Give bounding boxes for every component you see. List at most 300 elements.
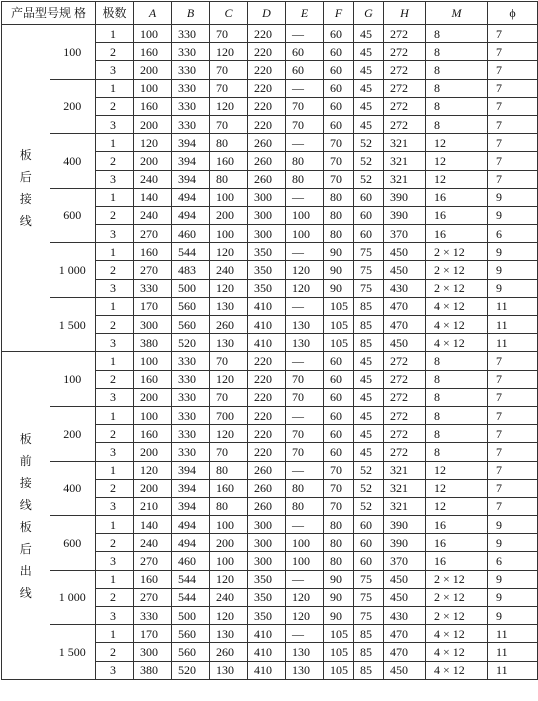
cell-e: 70	[286, 97, 324, 115]
cell-d: 350	[248, 607, 286, 625]
cell-h: 430	[384, 279, 426, 297]
cell-phi: 6	[488, 225, 538, 243]
cell-m: 16	[426, 206, 488, 224]
cell-m: 16	[426, 534, 488, 552]
cell-phi: 11	[488, 297, 538, 315]
cell-e: 70	[286, 370, 324, 388]
cell-level: 1	[96, 243, 134, 261]
cell-level: 3	[96, 443, 134, 461]
cell-d: 350	[248, 588, 286, 606]
cell-level: 2	[96, 479, 134, 497]
cell-e: 100	[286, 206, 324, 224]
cell-d: 220	[248, 115, 286, 133]
cell-c: 120	[210, 607, 248, 625]
cell-b: 330	[172, 425, 210, 443]
cell-phi: 11	[488, 643, 538, 661]
cell-m: 4 × 12	[426, 643, 488, 661]
cell-f: 105	[324, 625, 354, 643]
cell-d: 300	[248, 534, 286, 552]
cell-m: 8	[426, 25, 488, 43]
cell-level: 3	[96, 170, 134, 188]
cell-phi: 7	[488, 152, 538, 170]
cell-c: 160	[210, 479, 248, 497]
cell-h: 272	[384, 97, 426, 115]
cell-g: 75	[354, 607, 384, 625]
cell-f: 60	[324, 370, 354, 388]
cell-e: 130	[286, 643, 324, 661]
cell-g: 75	[354, 279, 384, 297]
model-cell: 400	[50, 461, 96, 516]
cell-a: 240	[134, 170, 172, 188]
cell-d: 220	[248, 388, 286, 406]
col-header-c: C	[210, 2, 248, 25]
cell-h: 370	[384, 225, 426, 243]
cell-g: 60	[354, 516, 384, 534]
cell-c: 130	[210, 625, 248, 643]
cell-c: 70	[210, 25, 248, 43]
cell-level: 1	[96, 352, 134, 370]
cell-e: 120	[286, 261, 324, 279]
cell-e: —	[286, 79, 324, 97]
cell-m: 2 × 12	[426, 243, 488, 261]
cell-a: 380	[134, 334, 172, 352]
cell-f: 60	[324, 352, 354, 370]
cell-d: 220	[248, 425, 286, 443]
cell-f: 70	[324, 134, 354, 152]
cell-phi: 9	[488, 261, 538, 279]
cell-level: 2	[96, 97, 134, 115]
cell-g: 45	[354, 370, 384, 388]
cell-f: 60	[324, 115, 354, 133]
cell-b: 330	[172, 61, 210, 79]
cell-m: 2 × 12	[426, 261, 488, 279]
cell-level: 3	[96, 115, 134, 133]
cell-c: 700	[210, 406, 248, 424]
model-cell: 1 500	[50, 625, 96, 680]
cell-b: 520	[172, 334, 210, 352]
cell-h: 272	[384, 61, 426, 79]
cell-level: 2	[96, 534, 134, 552]
cell-f: 60	[324, 25, 354, 43]
cell-a: 240	[134, 206, 172, 224]
cell-f: 80	[324, 188, 354, 206]
cell-f: 60	[324, 425, 354, 443]
cell-g: 85	[354, 316, 384, 334]
cell-phi: 7	[488, 61, 538, 79]
cell-e: 100	[286, 552, 324, 570]
cell-c: 120	[210, 97, 248, 115]
cell-c: 120	[210, 43, 248, 61]
cell-level: 3	[96, 607, 134, 625]
cell-m: 8	[426, 425, 488, 443]
cell-f: 80	[324, 225, 354, 243]
model-cell: 1 500	[50, 297, 96, 352]
cell-g: 60	[354, 188, 384, 206]
cell-d: 300	[248, 516, 286, 534]
cell-d: 220	[248, 79, 286, 97]
cell-level: 1	[96, 461, 134, 479]
cell-c: 70	[210, 115, 248, 133]
cell-m: 4 × 12	[426, 297, 488, 315]
cell-c: 70	[210, 61, 248, 79]
cell-a: 270	[134, 552, 172, 570]
cell-g: 45	[354, 61, 384, 79]
cell-a: 240	[134, 534, 172, 552]
cell-c: 120	[210, 570, 248, 588]
cell-h: 390	[384, 534, 426, 552]
cell-level: 1	[96, 570, 134, 588]
cell-level: 3	[96, 661, 134, 679]
cell-e: —	[286, 243, 324, 261]
cell-d: 410	[248, 643, 286, 661]
cell-f: 60	[324, 43, 354, 61]
cell-level: 1	[96, 516, 134, 534]
cell-b: 544	[172, 588, 210, 606]
table-row	[2, 516, 538, 534]
cell-phi: 7	[488, 43, 538, 61]
cell-c: 100	[210, 552, 248, 570]
cell-f: 60	[324, 406, 354, 424]
cell-level: 2	[96, 643, 134, 661]
cell-g: 75	[354, 588, 384, 606]
cell-d: 260	[248, 170, 286, 188]
cell-a: 170	[134, 625, 172, 643]
cell-m: 8	[426, 406, 488, 424]
category-char: 板	[19, 519, 32, 534]
cell-h: 321	[384, 497, 426, 515]
cell-a: 100	[134, 352, 172, 370]
cell-c: 160	[210, 152, 248, 170]
cell-g: 52	[354, 461, 384, 479]
cell-b: 494	[172, 206, 210, 224]
cell-phi: 11	[488, 661, 538, 679]
cell-e: —	[286, 352, 324, 370]
cell-g: 45	[354, 443, 384, 461]
header-row	[2, 2, 538, 25]
cell-b: 394	[172, 134, 210, 152]
cell-g: 45	[354, 115, 384, 133]
cell-level: 1	[96, 625, 134, 643]
cell-g: 52	[354, 152, 384, 170]
table-row	[2, 461, 538, 479]
cell-c: 120	[210, 243, 248, 261]
cell-c: 120	[210, 279, 248, 297]
cell-b: 544	[172, 570, 210, 588]
cell-d: 350	[248, 243, 286, 261]
cell-g: 52	[354, 479, 384, 497]
cell-a: 270	[134, 261, 172, 279]
cell-m: 8	[426, 97, 488, 115]
cell-m: 8	[426, 43, 488, 61]
cell-a: 330	[134, 607, 172, 625]
cell-b: 560	[172, 625, 210, 643]
cell-phi: 7	[488, 25, 538, 43]
cell-d: 350	[248, 261, 286, 279]
cell-g: 85	[354, 643, 384, 661]
cell-d: 220	[248, 406, 286, 424]
cell-h: 272	[384, 388, 426, 406]
table-row	[2, 25, 538, 43]
cell-phi: 11	[488, 625, 538, 643]
cell-h: 450	[384, 243, 426, 261]
cell-phi: 7	[488, 406, 538, 424]
cell-b: 494	[172, 188, 210, 206]
cell-h: 321	[384, 152, 426, 170]
cell-m: 12	[426, 497, 488, 515]
cell-e: 70	[286, 425, 324, 443]
cell-d: 220	[248, 97, 286, 115]
model-cell: 400	[50, 134, 96, 189]
cell-b: 330	[172, 43, 210, 61]
cell-m: 2 × 12	[426, 279, 488, 297]
cell-g: 60	[354, 206, 384, 224]
cell-d: 350	[248, 279, 286, 297]
cell-c: 100	[210, 188, 248, 206]
cell-e: 70	[286, 443, 324, 461]
category-char: 板	[19, 431, 32, 446]
cell-e: 130	[286, 661, 324, 679]
cell-f: 80	[324, 206, 354, 224]
cell-d: 410	[248, 316, 286, 334]
cell-b: 494	[172, 534, 210, 552]
cell-b: 460	[172, 225, 210, 243]
cell-e: 100	[286, 225, 324, 243]
category-char: 前	[19, 453, 32, 468]
cell-f: 60	[324, 79, 354, 97]
cell-g: 60	[354, 534, 384, 552]
cell-f: 60	[324, 97, 354, 115]
cell-level: 3	[96, 225, 134, 243]
cell-d: 410	[248, 297, 286, 315]
cell-f: 90	[324, 570, 354, 588]
cell-b: 330	[172, 97, 210, 115]
cell-level: 1	[96, 79, 134, 97]
cell-b: 330	[172, 79, 210, 97]
cell-f: 105	[324, 316, 354, 334]
category-char: 出	[19, 563, 32, 578]
cell-level: 3	[96, 279, 134, 297]
cell-a: 200	[134, 443, 172, 461]
col-header-phi: ϕ	[488, 2, 538, 25]
cell-d: 260	[248, 497, 286, 515]
cell-a: 300	[134, 643, 172, 661]
cell-b: 394	[172, 152, 210, 170]
cell-m: 12	[426, 152, 488, 170]
cell-c: 80	[210, 170, 248, 188]
cell-b: 330	[172, 115, 210, 133]
cell-f: 80	[324, 552, 354, 570]
cell-m: 16	[426, 552, 488, 570]
cell-d: 300	[248, 552, 286, 570]
cell-e: —	[286, 461, 324, 479]
table-body	[2, 25, 538, 680]
cell-level: 3	[96, 552, 134, 570]
cell-level: 1	[96, 406, 134, 424]
cell-f: 105	[324, 643, 354, 661]
cell-phi: 9	[488, 570, 538, 588]
model-cell: 600	[50, 188, 96, 243]
cell-c: 70	[210, 388, 248, 406]
cell-g: 45	[354, 79, 384, 97]
cell-level: 1	[96, 134, 134, 152]
table-row	[2, 406, 538, 424]
category-char: 后	[19, 170, 32, 185]
col-header-m: M	[426, 2, 488, 25]
cell-phi: 6	[488, 552, 538, 570]
cell-a: 200	[134, 479, 172, 497]
cell-m: 2 × 12	[426, 570, 488, 588]
cell-f: 105	[324, 334, 354, 352]
cell-h: 272	[384, 443, 426, 461]
cell-d: 260	[248, 134, 286, 152]
cell-h: 450	[384, 334, 426, 352]
col-header-g: G	[354, 2, 384, 25]
cell-c: 100	[210, 225, 248, 243]
cell-a: 200	[134, 388, 172, 406]
cell-c: 130	[210, 334, 248, 352]
cell-a: 200	[134, 115, 172, 133]
cell-h: 450	[384, 261, 426, 279]
cell-g: 45	[354, 406, 384, 424]
cell-b: 483	[172, 261, 210, 279]
cell-level: 2	[96, 316, 134, 334]
cell-m: 12	[426, 170, 488, 188]
cell-a: 300	[134, 316, 172, 334]
cell-level: 3	[96, 497, 134, 515]
category-cell	[2, 352, 50, 679]
cell-m: 4 × 12	[426, 316, 488, 334]
cell-d: 410	[248, 661, 286, 679]
cell-phi: 9	[488, 534, 538, 552]
cell-e: 120	[286, 279, 324, 297]
cell-a: 160	[134, 43, 172, 61]
category-char: 接	[19, 192, 32, 207]
cell-e: 100	[286, 534, 324, 552]
cell-e: —	[286, 570, 324, 588]
spec-table	[1, 1, 538, 680]
cell-d: 350	[248, 570, 286, 588]
cell-level: 2	[96, 370, 134, 388]
cell-level: 3	[96, 61, 134, 79]
cell-c: 70	[210, 443, 248, 461]
cell-m: 4 × 12	[426, 625, 488, 643]
cell-phi: 7	[488, 388, 538, 406]
cell-c: 240	[210, 588, 248, 606]
cell-a: 160	[134, 243, 172, 261]
cell-d: 410	[248, 334, 286, 352]
cell-f: 60	[324, 61, 354, 79]
cell-f: 80	[324, 534, 354, 552]
cell-f: 80	[324, 516, 354, 534]
cell-phi: 9	[488, 206, 538, 224]
cell-c: 200	[210, 206, 248, 224]
cell-b: 544	[172, 243, 210, 261]
cell-g: 52	[354, 134, 384, 152]
col-header-a: A	[134, 2, 172, 25]
cell-h: 272	[384, 115, 426, 133]
cell-c: 130	[210, 297, 248, 315]
cell-g: 45	[354, 43, 384, 61]
cell-g: 85	[354, 661, 384, 679]
table-row	[2, 79, 538, 97]
cell-h: 272	[384, 406, 426, 424]
cell-c: 80	[210, 497, 248, 515]
cell-g: 85	[354, 297, 384, 315]
cell-g: 75	[354, 261, 384, 279]
cell-a: 120	[134, 461, 172, 479]
cell-e: —	[286, 25, 324, 43]
cell-phi: 9	[488, 516, 538, 534]
cell-b: 394	[172, 170, 210, 188]
cell-d: 220	[248, 443, 286, 461]
cell-h: 450	[384, 661, 426, 679]
cell-h: 470	[384, 297, 426, 315]
model-cell: 1 000	[50, 243, 96, 298]
cell-phi: 7	[488, 461, 538, 479]
cell-b: 330	[172, 370, 210, 388]
cell-phi: 7	[488, 79, 538, 97]
cell-a: 200	[134, 61, 172, 79]
cell-e: 60	[286, 61, 324, 79]
cell-f: 70	[324, 479, 354, 497]
cell-h: 321	[384, 479, 426, 497]
cell-c: 200	[210, 534, 248, 552]
cell-f: 70	[324, 170, 354, 188]
cell-phi: 7	[488, 97, 538, 115]
cell-level: 2	[96, 43, 134, 61]
cell-h: 390	[384, 188, 426, 206]
cell-c: 80	[210, 461, 248, 479]
cell-a: 100	[134, 406, 172, 424]
cell-d: 260	[248, 479, 286, 497]
cell-m: 16	[426, 516, 488, 534]
table-row	[2, 625, 538, 643]
cell-c: 120	[210, 370, 248, 388]
cell-m: 16	[426, 188, 488, 206]
cell-level: 1	[96, 297, 134, 315]
cell-g: 45	[354, 352, 384, 370]
cell-level: 2	[96, 206, 134, 224]
cell-c: 80	[210, 134, 248, 152]
col-header-f: F	[324, 2, 354, 25]
cell-f: 105	[324, 661, 354, 679]
cell-h: 321	[384, 170, 426, 188]
cell-a: 160	[134, 570, 172, 588]
model-cell: 100	[50, 352, 96, 407]
model-cell: 200	[50, 406, 96, 461]
cell-b: 560	[172, 316, 210, 334]
cell-m: 8	[426, 388, 488, 406]
cell-m: 2 × 12	[426, 607, 488, 625]
cell-level: 1	[96, 188, 134, 206]
cell-b: 394	[172, 497, 210, 515]
cell-e: 60	[286, 43, 324, 61]
cell-b: 330	[172, 25, 210, 43]
cell-b: 500	[172, 279, 210, 297]
cell-d: 260	[248, 461, 286, 479]
category-label	[20, 144, 32, 232]
cell-d: 220	[248, 25, 286, 43]
cell-h: 370	[384, 552, 426, 570]
category-char: 后	[19, 541, 32, 556]
cell-e: —	[286, 516, 324, 534]
table-row	[2, 570, 538, 588]
cell-a: 380	[134, 661, 172, 679]
cell-level: 2	[96, 425, 134, 443]
cell-c: 260	[210, 643, 248, 661]
cell-f: 90	[324, 588, 354, 606]
cell-phi: 7	[488, 352, 538, 370]
